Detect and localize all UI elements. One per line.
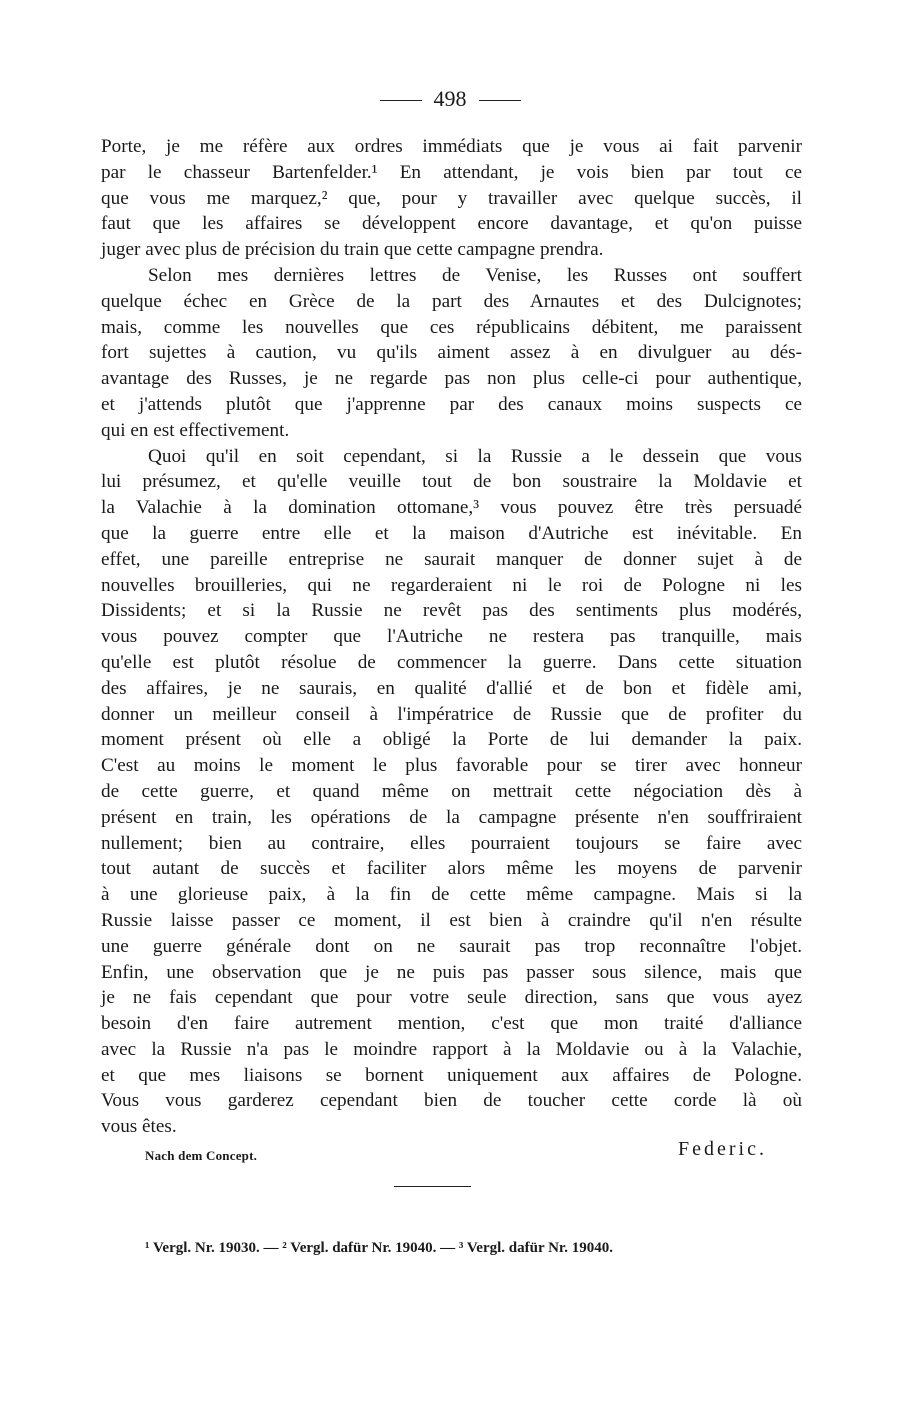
text-line: Quoi qu'il en soit cependant, si la Russie a le dessein que vous [148, 445, 802, 467]
text-line: qui en est effectivement. [101, 419, 290, 441]
text-line: Vous vous garderez cependant bien de toucher cette corde là où [101, 1090, 802, 1112]
text-line: Russie laisse passer ce moment, il est bien à craindre qu'il n'en résulte [101, 909, 802, 931]
signature: Federic. [678, 1138, 767, 1160]
text-line: lui présumez, et qu'elle veuille tout de bon soustraire la Moldavie et [101, 471, 802, 493]
text-line: des affaires, je ne saurais, en qualité d'allié et de bon et fidèle ami, [101, 677, 802, 699]
text-line: Dissidents; et si la Russie ne revêt pas des sentiments plus modérés, [101, 600, 802, 622]
text-line: juger avec plus de précision du train que cette campagne prendra. [101, 239, 604, 261]
text-line: et que mes liaisons se bornent uniquement aux affaires de Pologne. [101, 1064, 802, 1086]
text-line: nouvelles brouilleries, qui ne regarderaient ni le roi de Pologne ni les [101, 574, 802, 596]
text-line: faut que les affaires se développent encore davantage, et qu'on puisse [101, 213, 802, 235]
text-line: donner un meilleur conseil à l'impératrice de Russie que de profiter du [101, 703, 802, 725]
paragraph [101, 134, 802, 263]
page-number [0, 86, 900, 112]
text-line: qu'elle est plutôt résolue de commencer la guerre. Dans cette situation [101, 651, 802, 673]
text-line: que vous me marquez,² que, pour y travailler avec quelque succès, il [101, 187, 802, 209]
footnote-divider [394, 1186, 471, 1187]
page-number-value: 498 [433, 86, 467, 111]
text-line: avec la Russie n'a pas le moindre rapport à la Moldavie ou à la Valachie, [101, 1038, 802, 1060]
text-line: Selon mes dernières lettres de Venise, les Russes ont souffert [148, 264, 802, 286]
text-line: Porte, je me réfère aux ordres immédiats que je vous ai fait parvenir [101, 136, 802, 157]
text-line: fort sujettes à caution, vu qu'ils aiment assez à en divulguer au dés- [101, 342, 802, 364]
paragraph [101, 444, 802, 1141]
text-line: par le chasseur Bartenfelder.¹ En attendant, je vois bien par tout ce [101, 161, 802, 183]
text-line: la Valachie à la domination ottomane,³ vous pouvez être très persuadé [101, 497, 802, 519]
footnotes: ¹ Vergl. Nr. 19030. — ² Vergl. dafür Nr. 19040. — ³ Vergl. dafür Nr. 19040. [145, 1240, 613, 1256]
text-line: à une glorieuse paix, à la fin de cette même campagne. Mais si la [101, 884, 802, 906]
text-line: vous êtes. [101, 1116, 177, 1138]
text-line: besoin d'en faire autrement mention, c'est que mon traité d'alliance [101, 1013, 802, 1035]
text-line: effet, une pareille entreprise ne saurait manquer de donner sujet à de [101, 548, 802, 570]
text-line: avantage des Russes, je ne regarde pas non plus celle-ci pour authentique, [101, 368, 802, 390]
page-number-dash-left [380, 100, 422, 101]
text-line: présent en train, les opérations de la campagne présente n'en souffriraient [101, 806, 802, 828]
text-line: je ne fais cependant que pour votre seule direction, sans que vous ayez [101, 987, 802, 1009]
paragraph [101, 263, 802, 444]
text-line: nullement; bien au contraire, elles pourraient toujours se faire avec [101, 832, 802, 854]
text-line: tout autant de succès et faciliter alors même les moyens de parvenir [101, 858, 802, 880]
text-line: C'est au moins le moment le plus favorable pour se tirer avec honneur [101, 755, 802, 777]
text-line: de cette guerre, et quand même on mettrait cette négociation dès à [101, 780, 802, 802]
source-note: Nach dem Concept. [145, 1148, 258, 1163]
text-line: vous pouvez compter que l'Autriche ne restera pas tranquille, mais [101, 626, 802, 648]
text-line: quelque échec en Grèce de la part des Arnautes et des Dulcignotes; [101, 290, 802, 312]
text-line: mais, comme les nouvelles que ces républicains débitent, me paraissent [101, 316, 802, 338]
text-line: et j'attends plutôt que j'apprenne par des canaux moins suspects ce [101, 393, 802, 415]
text-line: que la guerre entre elle et la maison d'Autriche est inévitable. En [101, 522, 802, 544]
page-number-dash-right [479, 100, 521, 101]
text-line: une guerre générale dont on ne saurait pas trop reconnaître l'objet. [101, 935, 802, 957]
text-line: moment présent où elle a obligé la Porte de lui demander la paix. [101, 729, 802, 751]
text-line: Enfin, une observation que je ne puis pas passer sous silence, mais que [101, 961, 802, 983]
letter-body [101, 134, 802, 1140]
